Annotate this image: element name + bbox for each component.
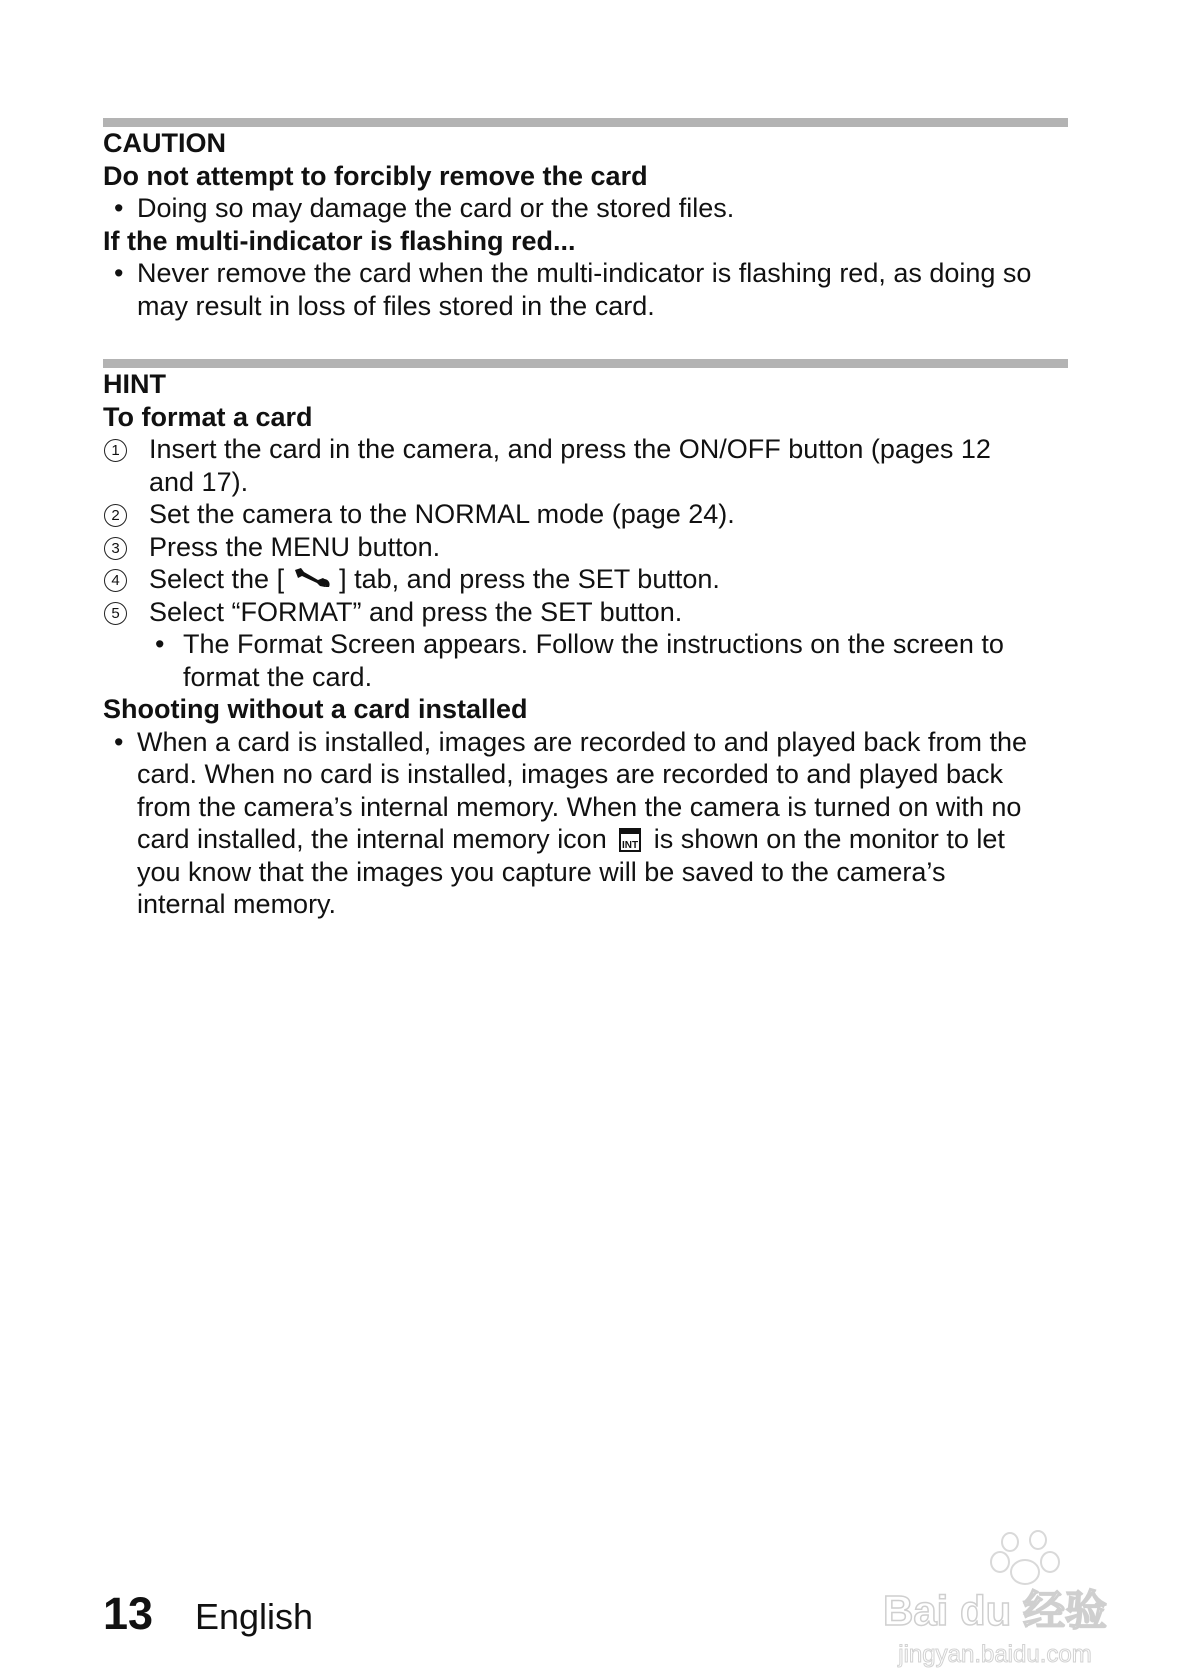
bullet-dot: • xyxy=(114,193,124,223)
shooting-without-card-heading: Shooting without a card installed xyxy=(103,694,528,724)
bullet-dot: • xyxy=(114,258,124,288)
step-3: 3 Press the MENU button. xyxy=(103,531,1068,564)
caution-subhead-flashing: If the multi-indicator is flashing red... xyxy=(103,225,576,256)
caution-title: CAUTION xyxy=(103,128,226,158)
bullet-dot: • xyxy=(155,629,165,659)
hint-divider xyxy=(103,359,1068,368)
manual-page xyxy=(103,0,1068,921)
step-5-sub-bullet: • The Format Screen appears. Follow the instructions on the screen to format the card. xyxy=(155,629,1004,692)
baidu-watermark xyxy=(850,1500,1140,1680)
shooting-without-card-bullet: • When a card is installed, images are recorded to and played back from the card. When no card is installed, images are recorded to and played back from the camera’s internal memory. When the camera is turned on with no card installed, the internal memory icon INT is shown on the monitor to let you know that the images you capture will be saved to the camera’s internal memory. xyxy=(114,726,1027,919)
page-number: 13 xyxy=(103,1588,154,1639)
wrench-icon xyxy=(292,566,332,592)
step-2: 2 Set the camera to the NORMAL mode (page 24). xyxy=(103,498,1068,531)
format-card-heading: To format a card xyxy=(103,401,313,432)
caution-bullet-never-remove: • Never remove the card when the multi-indicator is flashing red, as doing so may result in loss of files stored in the card. xyxy=(114,258,1032,321)
step-number-circle: 2 xyxy=(104,504,127,527)
caution-bullet-damage: • Doing so may damage the card or the stored files. xyxy=(114,193,735,223)
step-number-circle: 1 xyxy=(104,439,127,462)
caution-subhead-remove-card: Do not attempt to forcibly remove the card xyxy=(103,160,648,191)
step-number-circle: 3 xyxy=(104,537,127,560)
step-1: 1 Insert the card in the camera, and press the ON/OFF button (pages 12 and 17). xyxy=(103,433,1068,498)
step-5: 5 Select “FORMAT” and press the SET button. xyxy=(103,596,1068,629)
step-number-circle: 5 xyxy=(104,602,127,625)
watermark-url: jingyan.baidu.com xyxy=(898,1641,1092,1668)
language-label: English xyxy=(195,1596,314,1637)
caution-divider xyxy=(103,118,1068,127)
step-4: 4 Select the [ ] tab, and press the SET button. xyxy=(103,563,1068,596)
step-number-circle: 4 xyxy=(104,569,127,592)
bullet-dot: • xyxy=(114,726,124,757)
watermark-brand: Bai du 经验 xyxy=(882,1587,1108,1634)
internal-memory-icon xyxy=(618,827,642,853)
svg-text:INT: INT xyxy=(622,840,639,851)
hint-title: HINT xyxy=(103,369,166,399)
